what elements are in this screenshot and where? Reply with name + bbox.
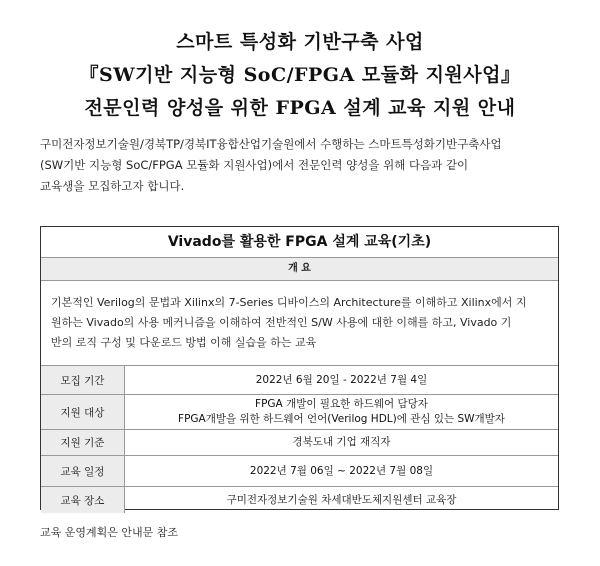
schedule-label: 교육 일정 <box>41 456 125 486</box>
title-line-1: 스마트 특성화 기반구축 사업 <box>176 31 424 53</box>
description-line-3: 반의 로직 구성 및 다운로드 방법 이해 실습을 하는 교육 <box>51 336 317 349</box>
table-row-place <box>41 487 558 513</box>
target-value-line-1: FPGA 개발이 필요한 하드웨어 담당자 <box>255 398 428 410</box>
title-line-2: 『SW기반 지능형 SoC/FPGA 모듈화 지원사업』 <box>79 64 521 86</box>
period-label: 모집 기간 <box>41 366 125 394</box>
intro-line-2: (SW기반 지능형 SoC/FPGA 모듈화 지원사업)에서 전문인력 양성을 위해 다음과 같이 <box>40 158 469 172</box>
table-row-target <box>41 395 558 430</box>
table-row-criteria <box>41 430 558 456</box>
target-value-line-2: FPGA개발을 위한 하드웨어 언어(Verilog HDL)에 관심 있는 SW개발자 <box>178 413 505 425</box>
place-label: 교육 장소 <box>41 487 125 513</box>
table-row-schedule <box>41 456 558 487</box>
course-info-table <box>40 226 559 510</box>
title-line-3: 전문인력 양성을 위한 FPGA 설계 교육 지원 안내 <box>84 97 516 119</box>
intro-line-3: 교육생을 모집하고자 합니다. <box>40 179 185 193</box>
description-line-1: 기본적인 Verilog의 문법과 Xilinx의 7-Series 디바이스의 Architecture를 이해하고 Xilinx에서 지 <box>51 296 527 309</box>
footnote: 교육 운영계획은 안내문 참조 <box>40 526 179 539</box>
target-value <box>125 395 558 429</box>
description-line-2: 원하는 Vivado의 사용 메커니즘을 이해하여 전반적인 S/W 사용에 대한 이해를 하고, Vivado 기 <box>51 316 512 329</box>
target-label: 지원 대상 <box>41 395 125 429</box>
place-value: 구미전자정보기술원 차세대반도체지원센터 교육장 <box>226 493 457 506</box>
table-row-period <box>41 366 558 395</box>
period-value: 2022년 6월 20일 - 2022년 7월 4일 <box>255 373 428 386</box>
course-description <box>41 281 558 366</box>
document-title <box>0 26 600 125</box>
criteria-label: 지원 기준 <box>41 430 125 455</box>
intro-line-1: 구미전자정보기술원/경북TP/경북IT융합산업기술원에서 수행하는 스마트특성화기반구축사업 <box>40 137 502 151</box>
course-title: Vivado를 활용한 FPGA 설계 교육(기초) <box>41 227 558 258</box>
overview-header: 개 요 <box>41 258 558 281</box>
schedule-value: 2022년 7월 06일 ~ 2022년 7월 08일 <box>249 464 434 477</box>
criteria-value: 경북도내 기업 재직자 <box>292 436 391 448</box>
intro-paragraph <box>40 134 570 197</box>
